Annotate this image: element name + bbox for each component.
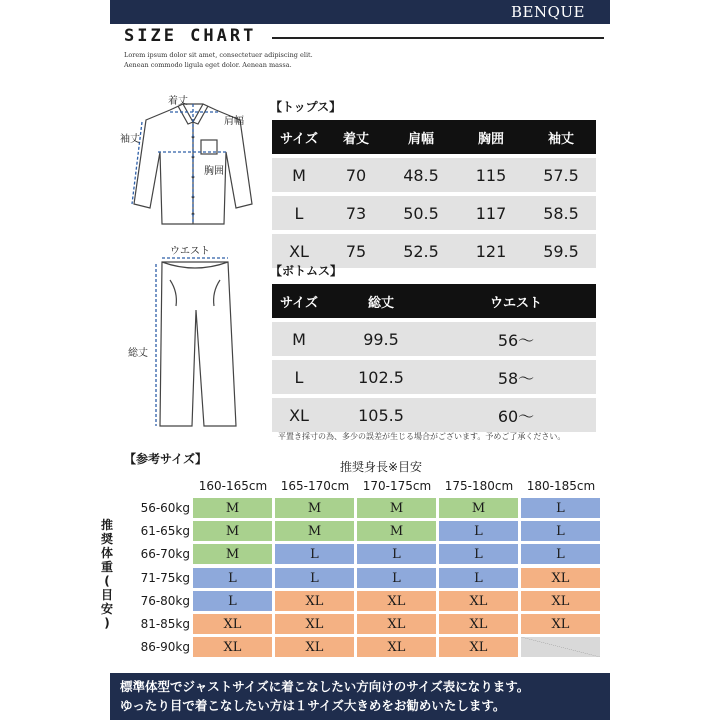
size-cell: XL bbox=[274, 590, 355, 612]
size-cell: XL bbox=[438, 636, 519, 658]
table-cell: 48.5 bbox=[403, 165, 439, 185]
weight-label-char: ( bbox=[104, 574, 110, 588]
size-cell: L bbox=[356, 543, 437, 565]
column-header: 胸囲 bbox=[477, 131, 504, 147]
height-column-header: 180-185cm bbox=[526, 479, 596, 493]
weight-row-header: 76-80kg bbox=[140, 593, 190, 608]
size-cell: L bbox=[274, 543, 355, 565]
table-cell: 70 bbox=[345, 165, 367, 185]
pants-illustration bbox=[118, 240, 268, 430]
height-column-header: 175-180cm bbox=[444, 479, 514, 493]
size-cell: L bbox=[438, 567, 519, 589]
table-header-row bbox=[272, 120, 596, 154]
label-waist: ウエスト bbox=[170, 246, 210, 257]
column-header: サイズ bbox=[280, 131, 318, 147]
table-cell: 75 bbox=[345, 241, 367, 261]
size-cell: XL bbox=[274, 636, 355, 658]
weight-row-header: 61-65kg bbox=[140, 524, 190, 539]
size-cell: L bbox=[520, 497, 601, 519]
label-chest: 胸囲 bbox=[204, 166, 224, 177]
table-cell: 59.5 bbox=[543, 241, 579, 261]
table-row bbox=[272, 322, 596, 356]
table-cell: 115 bbox=[475, 165, 507, 185]
column-header: サイズ bbox=[280, 295, 318, 311]
banner-line: ゆったり目で着こなしたい方は１サイズ大きめをお勧めいたします。 bbox=[120, 698, 506, 713]
bottoms-title: 【ボトムス】 bbox=[270, 264, 343, 278]
size-cell: M bbox=[192, 543, 273, 565]
size-cell: M bbox=[274, 520, 355, 542]
column-header: 肩幅 bbox=[407, 131, 434, 147]
size-cell: L bbox=[438, 543, 519, 565]
table-cell: M bbox=[292, 329, 306, 349]
measurement-note: 平置き採寸の為、多少の誤差が生じる場合がございます。予めご了承ください。 bbox=[278, 432, 566, 441]
height-column-header: 160-165cm bbox=[198, 479, 268, 493]
table-cell: 58.5 bbox=[543, 203, 579, 223]
table-cell: 121 bbox=[475, 241, 507, 261]
label-shoulder: 肩幅 bbox=[224, 116, 244, 127]
tops-title: 【トップス】 bbox=[270, 100, 342, 114]
height-label: 推奨身長※目安 bbox=[340, 460, 423, 474]
weight-row-header: 66-70kg bbox=[140, 547, 190, 562]
weight-row-header: 81-85kg bbox=[140, 617, 190, 631]
size-cell: M bbox=[192, 520, 273, 542]
column-header: ウエスト bbox=[489, 295, 542, 311]
size-cell: L bbox=[438, 520, 519, 542]
size-cell: XL bbox=[356, 636, 437, 658]
column-header: 袖丈 bbox=[547, 131, 574, 147]
bottoms-table bbox=[272, 284, 596, 436]
height-column-header: 170-175cm bbox=[362, 479, 432, 493]
size-cell: XL bbox=[274, 613, 355, 635]
table-cell: 102.5 bbox=[358, 367, 404, 387]
reference-title: 【参考サイズ】 bbox=[124, 452, 208, 466]
weight-label-char: 重 bbox=[100, 560, 113, 574]
size-cell: L bbox=[274, 567, 355, 589]
table-cell: XL bbox=[289, 241, 309, 261]
size-cell: L bbox=[356, 567, 437, 589]
tops-table bbox=[272, 120, 596, 272]
table-cell: 60〜 bbox=[497, 406, 535, 426]
label-total-length: 総丈 bbox=[128, 348, 148, 359]
table-cell: 56〜 bbox=[497, 330, 535, 350]
table-cell: 50.5 bbox=[403, 203, 439, 223]
weight-label-char: 体 bbox=[100, 546, 113, 560]
size-cell: XL bbox=[520, 590, 601, 612]
size-cell: M bbox=[274, 497, 355, 519]
height-column-header: 165-170cm bbox=[280, 479, 350, 493]
table-cell: 58〜 bbox=[497, 368, 535, 388]
table-row bbox=[272, 196, 596, 230]
size-cell: M bbox=[192, 497, 273, 519]
label-sleeve: 袖丈 bbox=[120, 134, 140, 145]
table-row bbox=[272, 398, 596, 432]
table-row bbox=[272, 360, 596, 394]
size-cell: XL bbox=[192, 613, 273, 635]
brand-logo: BENQUE bbox=[486, 0, 610, 24]
size-cell: XL bbox=[356, 590, 437, 612]
intro-line: Lorem ipsum dolor sit amet, consectetuer adipiscing elit. bbox=[124, 51, 313, 59]
table-cell: XL bbox=[289, 405, 309, 425]
weight-label-char: ) bbox=[104, 616, 110, 630]
table-cell: 52.5 bbox=[403, 241, 439, 261]
size-cell: M bbox=[356, 520, 437, 542]
table-cell: 117 bbox=[475, 203, 507, 223]
weight-label-char: 奨 bbox=[100, 532, 113, 546]
table-cell: L bbox=[294, 203, 304, 223]
size-cell: XL bbox=[520, 567, 601, 589]
table-cell: 105.5 bbox=[358, 405, 404, 425]
empty-size-cell bbox=[520, 636, 601, 658]
size-cell: L bbox=[520, 543, 601, 565]
size-cell: XL bbox=[438, 590, 519, 612]
size-cell: L bbox=[192, 567, 273, 589]
weight-row-header: 56-60kg bbox=[140, 501, 190, 515]
size-cell: M bbox=[356, 497, 437, 519]
size-cell: L bbox=[520, 520, 601, 542]
title-divider bbox=[272, 37, 604, 39]
table-row bbox=[272, 158, 596, 192]
column-header: 着丈 bbox=[342, 131, 369, 147]
column-header: 総丈 bbox=[367, 295, 394, 311]
intro-text bbox=[124, 50, 424, 70]
size-cell: XL bbox=[192, 636, 273, 658]
weight-label bbox=[100, 518, 114, 630]
weight-label-char: 推 bbox=[100, 518, 113, 532]
table-cell: 99.5 bbox=[363, 329, 399, 349]
size-cell: XL bbox=[356, 613, 437, 635]
weight-row-header: 86-90kg bbox=[140, 640, 190, 655]
label-length: 着丈 bbox=[168, 96, 188, 107]
weight-label-char: 安 bbox=[100, 602, 113, 616]
size-cell: L bbox=[192, 590, 273, 612]
table-cell: 57.5 bbox=[543, 165, 579, 185]
footer-banner bbox=[110, 673, 610, 720]
size-cell: XL bbox=[438, 613, 519, 635]
shirt-illustration bbox=[118, 92, 268, 232]
table-cell: L bbox=[294, 367, 304, 387]
table-cell: M bbox=[292, 165, 306, 185]
weight-row-header: 71-75kg bbox=[140, 570, 190, 585]
header-strip bbox=[110, 0, 486, 24]
size-cell: XL bbox=[520, 613, 601, 635]
banner-line: 標準体型でジャストサイズに着こなしたい方向けのサイズ表になります。 bbox=[120, 679, 530, 694]
weight-label-char: 目 bbox=[100, 588, 113, 602]
table-cell: 73 bbox=[345, 203, 367, 223]
size-cell: M bbox=[438, 497, 519, 519]
table-header-row bbox=[272, 284, 596, 318]
page-title: SIZE CHART bbox=[124, 26, 257, 46]
intro-line: Aenean commodo ligula eget dolor. Aenean massa. bbox=[124, 61, 292, 69]
